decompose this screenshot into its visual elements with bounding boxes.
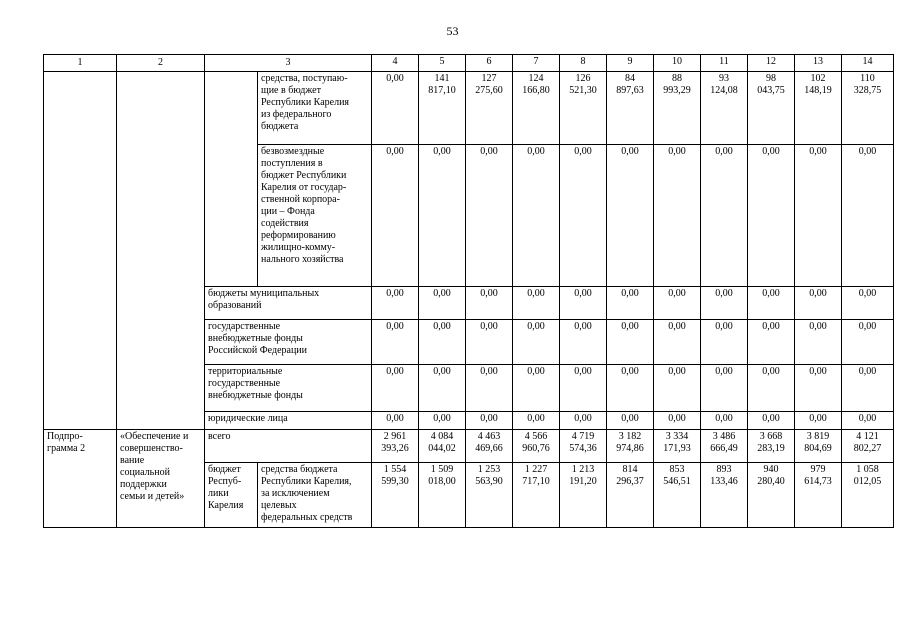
subprogram-title: «Обеспечение и совершенство- вание социальной поддержки семьи и детей» [117,430,205,528]
value-cell-col13: 0,00 [795,365,842,412]
budget-table [43,54,894,528]
value-cell-col6: 0,00 [466,287,513,320]
value-cell-col12: 0,00 [748,320,795,365]
blank-cell-col2 [117,72,205,430]
value-cell-col12: 0,00 [748,365,795,412]
total-value-col4: 2 961 393,26 [372,430,419,463]
value-cell-col5: 0,00 [419,144,466,287]
value-cell-col12: 0,00 [748,144,795,287]
value-cell-col10: 0,00 [654,412,701,430]
blank-cell-col3a [205,144,258,287]
value-cell-col10: 0,00 [654,320,701,365]
budget-group-label: бюджет Респуб- лики Карелия [205,463,258,528]
value-cell-col11: 0,00 [701,365,748,412]
row-label: юридические лица [205,412,372,430]
budget-value-col6: 1 253 563,90 [466,463,513,528]
value-cell-col5: 0,00 [419,320,466,365]
value-cell-col14: 0,00 [842,287,894,320]
value-cell-col5: 0,00 [419,365,466,412]
blank-cell-col3a [205,72,258,145]
header-cell-2: 2 [117,55,205,72]
budget-value-col5: 1 509 018,00 [419,463,466,528]
header-cell-10: 10 [654,55,701,72]
value-cell-col10: 0,00 [654,287,701,320]
value-cell-col7: 0,00 [513,412,560,430]
row-label: безвозмездные поступления в бюджет Республики Карелия от государ- ственной корпора- ции – Фонда содействия реформированию жилищно-комму- нального хозяйства [258,144,372,287]
value-cell-col5: 0,00 [419,287,466,320]
value-cell-col4: 0,00 [372,320,419,365]
subprogram-total-row [44,430,894,463]
total-label: всего [205,430,372,463]
total-value-col6: 4 463 469,66 [466,430,513,463]
total-value-col8: 4 719 574,36 [560,430,607,463]
row-label: государственные внебюджетные фонды Российской Федерации [205,320,372,365]
blank-cell-col1 [44,72,117,430]
value-cell-col12: 0,00 [748,412,795,430]
budget-value-col7: 1 227 717,10 [513,463,560,528]
value-cell-col14: 0,00 [842,144,894,287]
budget-value-col13: 979 614,73 [795,463,842,528]
value-cell-col11: 0,00 [701,144,748,287]
header-cell-14: 14 [842,55,894,72]
value-cell-col13: 0,00 [795,144,842,287]
value-cell-col12: 98 043,75 [748,72,795,145]
value-cell-col9: 0,00 [607,412,654,430]
value-cell-col4: 0,00 [372,412,419,430]
value-cell-col11: 93 124,08 [701,72,748,145]
header-cell-6: 6 [466,55,513,72]
value-cell-col10: 88 993,29 [654,72,701,145]
row-label: территориальные государственные внебюджетные фонды [205,365,372,412]
header-cell-5: 5 [419,55,466,72]
budget-source-label: средства бюджета Республики Карелия, за исключением целевых федеральных средств [258,463,372,528]
total-value-col9: 3 182 974,86 [607,430,654,463]
header-cell-9: 9 [607,55,654,72]
total-value-col12: 3 668 283,19 [748,430,795,463]
value-cell-col9: 0,00 [607,365,654,412]
budget-value-col9: 814 296,37 [607,463,654,528]
header-cell-13: 13 [795,55,842,72]
value-cell-col9: 84 897,63 [607,72,654,145]
value-cell-col8: 0,00 [560,287,607,320]
header-cell-4: 4 [372,55,419,72]
value-cell-col4: 0,00 [372,365,419,412]
header-cell-1: 1 [44,55,117,72]
value-cell-col11: 0,00 [701,287,748,320]
subprogram-name: Подпро- грамма 2 [44,430,117,528]
header-cell-12: 12 [748,55,795,72]
total-value-col14: 4 121 802,27 [842,430,894,463]
row-label: бюджеты муниципальных образований [205,287,372,320]
budget-value-col12: 940 280,40 [748,463,795,528]
value-cell-col14: 110 328,75 [842,72,894,145]
value-cell-col9: 0,00 [607,320,654,365]
budget-value-col8: 1 213 191,20 [560,463,607,528]
value-cell-col7: 0,00 [513,365,560,412]
row-label: средства, поступаю- щие в бюджет Республики Карелия из федерального бюджета [258,72,372,145]
value-cell-col14: 0,00 [842,365,894,412]
value-cell-col13: 102 148,19 [795,72,842,145]
page-number: 53 [446,24,459,38]
total-value-col10: 3 334 171,93 [654,430,701,463]
value-cell-col7: 124 166,80 [513,72,560,145]
total-value-col11: 3 486 666,49 [701,430,748,463]
total-value-col5: 4 084 044,02 [419,430,466,463]
total-value-col13: 3 819 804,69 [795,430,842,463]
value-cell-col11: 0,00 [701,412,748,430]
value-cell-col14: 0,00 [842,412,894,430]
value-cell-col5: 141 817,10 [419,72,466,145]
value-cell-col13: 0,00 [795,287,842,320]
value-cell-col7: 0,00 [513,287,560,320]
value-cell-col13: 0,00 [795,412,842,430]
header-cell-8: 8 [560,55,607,72]
total-value-col7: 4 566 960,76 [513,430,560,463]
value-cell-col7: 0,00 [513,144,560,287]
value-cell-col10: 0,00 [654,365,701,412]
value-cell-col8: 0,00 [560,144,607,287]
header-cell-11: 11 [701,55,748,72]
header-row [44,55,894,72]
value-cell-col9: 0,00 [607,144,654,287]
budget-value-col10: 853 546,51 [654,463,701,528]
value-cell-col4: 0,00 [372,144,419,287]
value-cell-col8: 0,00 [560,365,607,412]
value-cell-col8: 0,00 [560,320,607,365]
budget-value-col4: 1 554 599,30 [372,463,419,528]
value-cell-col4: 0,00 [372,72,419,145]
value-cell-col10: 0,00 [654,144,701,287]
value-cell-col11: 0,00 [701,320,748,365]
value-cell-col6: 127 275,60 [466,72,513,145]
budget-value-col14: 1 058 012,05 [842,463,894,528]
value-cell-col6: 0,00 [466,320,513,365]
value-cell-col6: 0,00 [466,412,513,430]
header-cell-3: 3 [205,55,372,72]
budget-value-col11: 893 133,46 [701,463,748,528]
value-cell-col9: 0,00 [607,287,654,320]
value-cell-col5: 0,00 [419,412,466,430]
table-row [44,72,894,145]
value-cell-col8: 126 521,30 [560,72,607,145]
value-cell-col12: 0,00 [748,287,795,320]
value-cell-col13: 0,00 [795,320,842,365]
value-cell-col6: 0,00 [466,365,513,412]
value-cell-col7: 0,00 [513,320,560,365]
header-cell-7: 7 [513,55,560,72]
value-cell-col14: 0,00 [842,320,894,365]
value-cell-col4: 0,00 [372,287,419,320]
value-cell-col8: 0,00 [560,412,607,430]
value-cell-col6: 0,00 [466,144,513,287]
